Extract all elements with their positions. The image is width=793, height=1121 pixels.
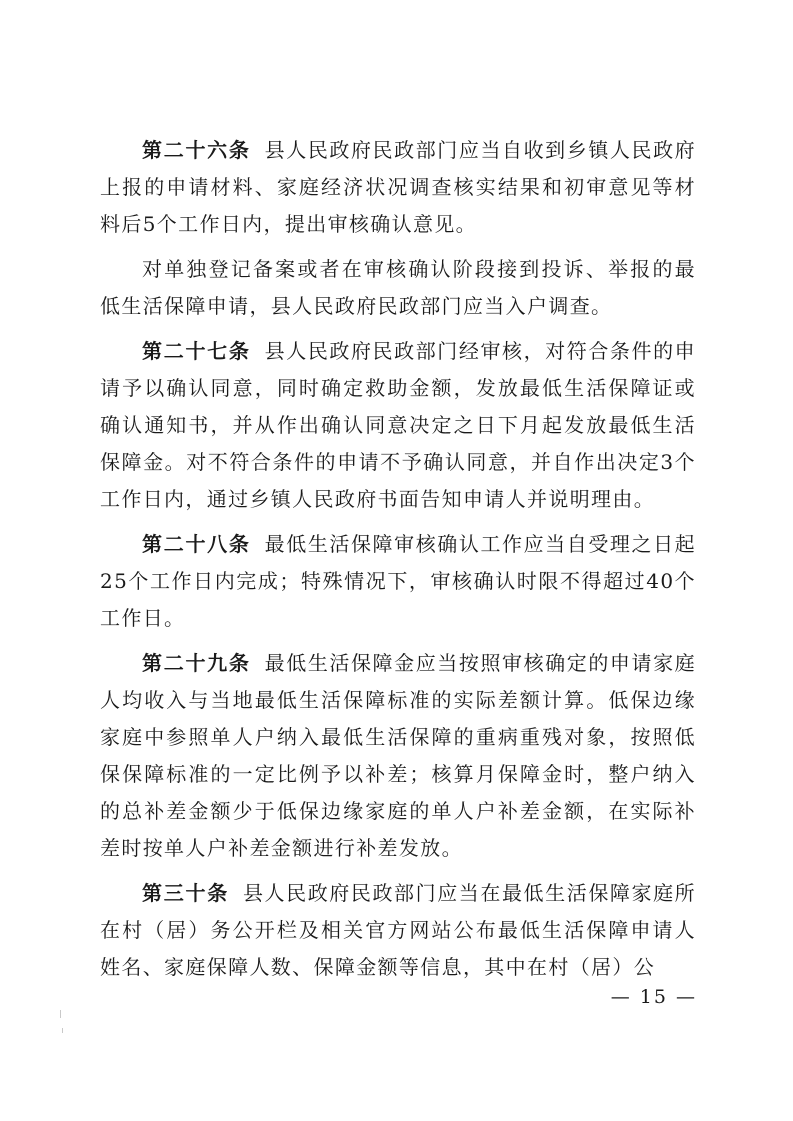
article-text: 对单独登记备案或者在审核确认阶段接到投诉、举报的最低生活保障申请，县人民政府民政部门应当入户调查。 — [100, 257, 696, 318]
document-body — [100, 132, 696, 986]
article-28-paragraph — [100, 526, 696, 637]
scan-speck — [60, 1010, 61, 1018]
article-text: 县人民政府民政部门应当自收到乡镇人民政府上报的申请材料、家庭经济状况调查核实结果和初审意见等材料后5个工作日内，提出审核确认意见。 — [100, 138, 697, 236]
article-heading: 第二十八条 — [142, 532, 251, 556]
article-27-paragraph — [100, 333, 696, 518]
article-29-paragraph — [100, 645, 696, 867]
article-heading: 第三十条 — [142, 881, 229, 905]
scan-speck — [62, 1028, 63, 1033]
article-26-continuation-paragraph — [100, 251, 696, 325]
article-heading: 第二十七条 — [142, 339, 251, 363]
article-30-paragraph — [100, 875, 696, 986]
article-26-paragraph — [100, 132, 696, 243]
article-text: 最低生活保障金应当按照审核确定的申请家庭人均收入与当地最低生活保障标准的实际差额计算。低保边缘家庭中参照单人户纳入最低生活保障的重病重残对象，按照低保保障标准的一定比例予以补差；核算月保障金时，整户纳入的总补差金额少于低保边缘家庭的单人户补差金额，在实际补差时按单人户补差金额进行补差发放。 — [100, 651, 697, 860]
article-heading: 第二十六条 — [142, 138, 251, 162]
page-number: — 15 — — [610, 986, 697, 1008]
article-text: 县人民政府民政部门经审核，对符合条件的申请予以确认同意，同时确定救助金额，发放最低生活保障证或确认通知书，并从作出确认同意决定之日下月起发放最低生活保障金。对不符合条件的申请不予确认同意，并自作出决定3个工作日内，通过乡镇人民政府书面告知申请人并说明理由。 — [100, 339, 697, 511]
article-text: 县人民政府民政部门应当在最低生活保障家庭所在村（居）务公开栏及相关官方网站公布最低生活保障申请人姓名、家庭保障人数、保障金额等信息，其中在村（居）公 — [100, 881, 697, 979]
article-text: 最低生活保障审核确认工作应当自受理之日起25个工作日内完成；特殊情况下，审核确认时限不得超过40个工作日。 — [100, 532, 697, 630]
article-heading: 第二十九条 — [142, 651, 251, 675]
